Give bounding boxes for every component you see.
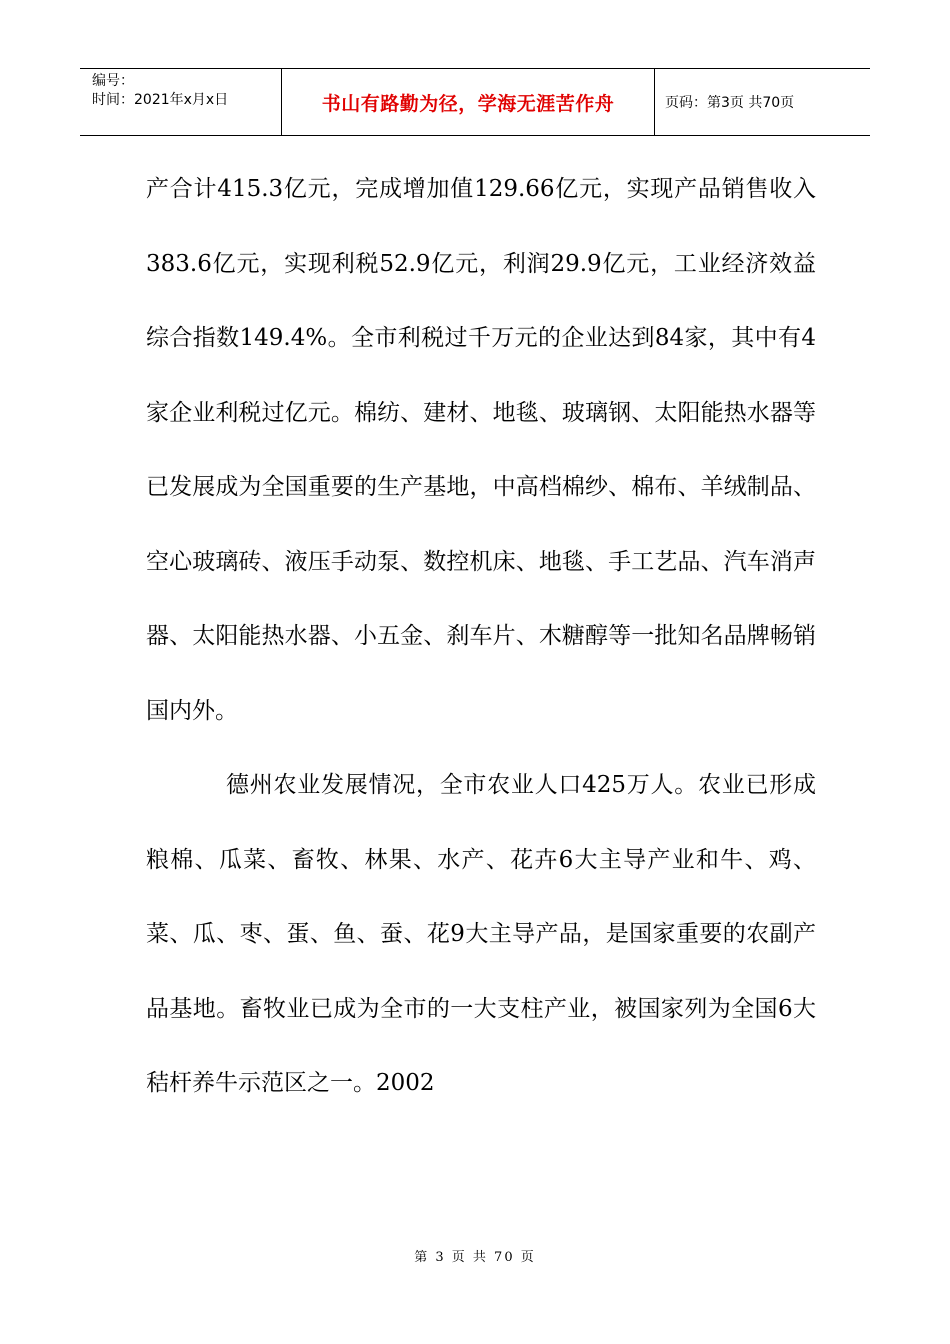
- header-motto: 书山有路勤为径，学海无涯苦作舟: [282, 69, 655, 135]
- document-body: [146, 152, 816, 1121]
- header-page-info: 页码：第3页 共70页: [665, 95, 795, 111]
- page-footer: 第 3 页 共 70 页: [414, 1250, 536, 1265]
- document-number-label: 编号：: [92, 73, 134, 89]
- body-paragraph-1: 产合计415.3亿元，完成增加值129.66亿元，实现产品销售收入383.6亿元，实现利税52.9亿元，利润29.9亿元，工业经济效益综合指数149.4%。全市利税过千万元的企业达到84家，其中有4家企业利税过亿元。棉纺、建材、地毯、玻璃钢、太阳能热水器等已发展成为全国重要的生产基地，中高档棉纱、棉布、羊绒制品、空心玻璃砖、液压手动泵、数控机床、地毯、手工艺品、汽车消声器、太阳能热水器、小五金、刹车片、木糖醇等一批知名品牌畅销国内外。: [146, 176, 816, 724]
- page-header: [80, 68, 870, 136]
- document-time-label: 时间：2021年x月x日: [92, 92, 229, 108]
- header-meta: [80, 69, 282, 135]
- body-paragraph-2: 德州农业发展情况，全市农业人口425万人。农业已形成粮棉、瓜菜、畜牧、林果、水产、花卉6大主导产业和牛、鸡、菜、瓜、枣、蛋、鱼、蚕、花9大主导产品，是国家重要的农副产品基地。畜牧业已成为全市的一大支柱产业，被国家列为全国6大秸杆养牛示范区之一。2002: [146, 772, 816, 1096]
